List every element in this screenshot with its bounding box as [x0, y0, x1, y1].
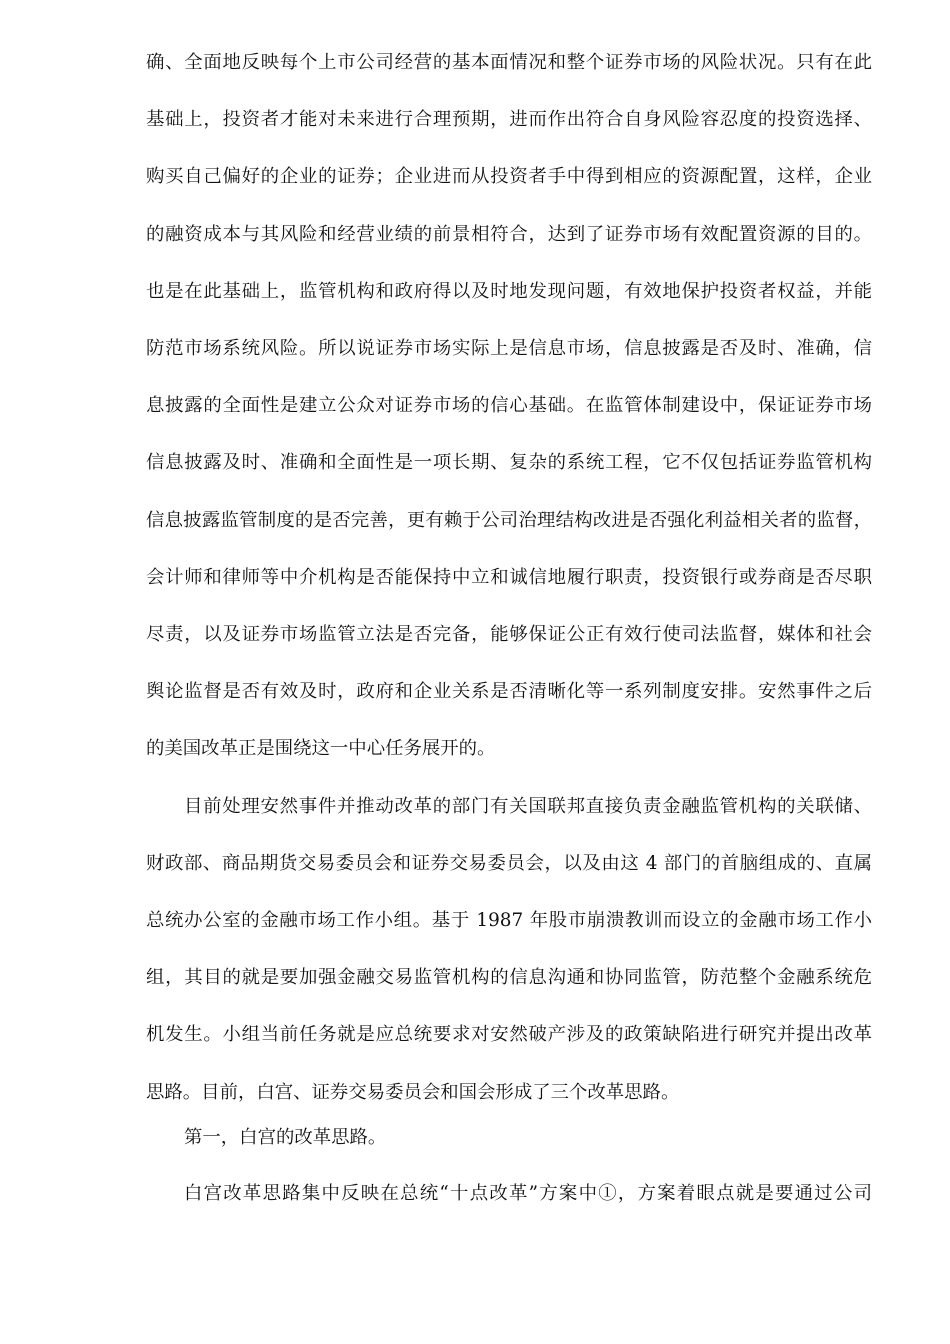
text-line: 舆论监督是否有效及时，政府和企业关系是否清晰化等一系列制度安排。安然事件之后	[146, 681, 872, 702]
text-line: 组，其目的就是要加强金融交易监管机构的信息沟通和协同监管，防范整个金融系统危	[146, 967, 872, 988]
text-line: 的融资成本与其风险和经营业绩的前景相符合，达到了证券市场有效配置资源的目的。	[146, 224, 872, 245]
text-line: 购买自己偏好的企业的证券；企业进而从投资者手中得到相应的资源配置，这样，企业	[146, 166, 872, 187]
text-line: 总统办公室的金融市场工作小组。基于 1987 年股市崩溃教训而设立的金融市场工作小	[146, 910, 872, 931]
text-line: 信息披露及时、准确和全面性是一项长期、复杂的系统工程，它不仅包括证券监管机构	[146, 452, 872, 473]
text-line: 防范市场系统风险。所以说证券市场实际上是信息市场，信息披露是否及时、准确，信	[146, 338, 872, 359]
text-line: 的美国改革正是围绕这一中心任务展开的。	[146, 738, 496, 759]
text-line: 机发生。小组当前任务就是应总统要求对安然破产涉及的政策缺陷进行研究并提出改革	[146, 1024, 872, 1045]
text-line: 会计师和律师等中介机构是否能保持中立和诚信地履行职责，投资银行或券商是否尽职	[146, 567, 872, 588]
text-line: 财政部、商品期货交易委员会和证券交易委员会，以及由这 4 部门的首脑组成的、直属	[146, 853, 872, 874]
text-line: 确、全面地反映每个上市公司经营的基本面情况和整个证券市场的风险状况。只有在此	[146, 52, 872, 73]
text-line: 也是在此基础上，监管机构和政府得以及时地发现问题，有效地保护投资者权益，并能	[146, 281, 872, 302]
text-line: 思路。目前，白宫、证券交易委员会和国会形成了三个改革思路。	[146, 1082, 680, 1103]
text-line: 尽责，以及证券市场监管立法是否完备，能够保证公正有效行使司法监督，媒体和社会	[146, 624, 872, 645]
paragraph-first-line: 目前处理安然事件并推动改革的部门有关国联邦直接负责金融监管机构的关联储、	[184, 796, 872, 817]
text-line: 息披露的全面性是建立公众对证券市场的信心基础。在监管体制建设中，保证证券市场	[146, 395, 872, 416]
text-line: 基础上，投资者才能对未来进行合理预期，进而作出符合自身风险容忍度的投资选择、	[146, 109, 872, 130]
section-heading: 第一，白宫的改革思路。	[184, 1127, 387, 1148]
paragraph-first-line: 白宫改革思路集中反映在总统“十点改革”方案中①，方案着眼点就是要通过公司	[184, 1183, 872, 1204]
text-line: 信息披露监管制度的是否完善，更有赖于公司治理结构改进是否强化利益相关者的监督，	[146, 510, 872, 531]
